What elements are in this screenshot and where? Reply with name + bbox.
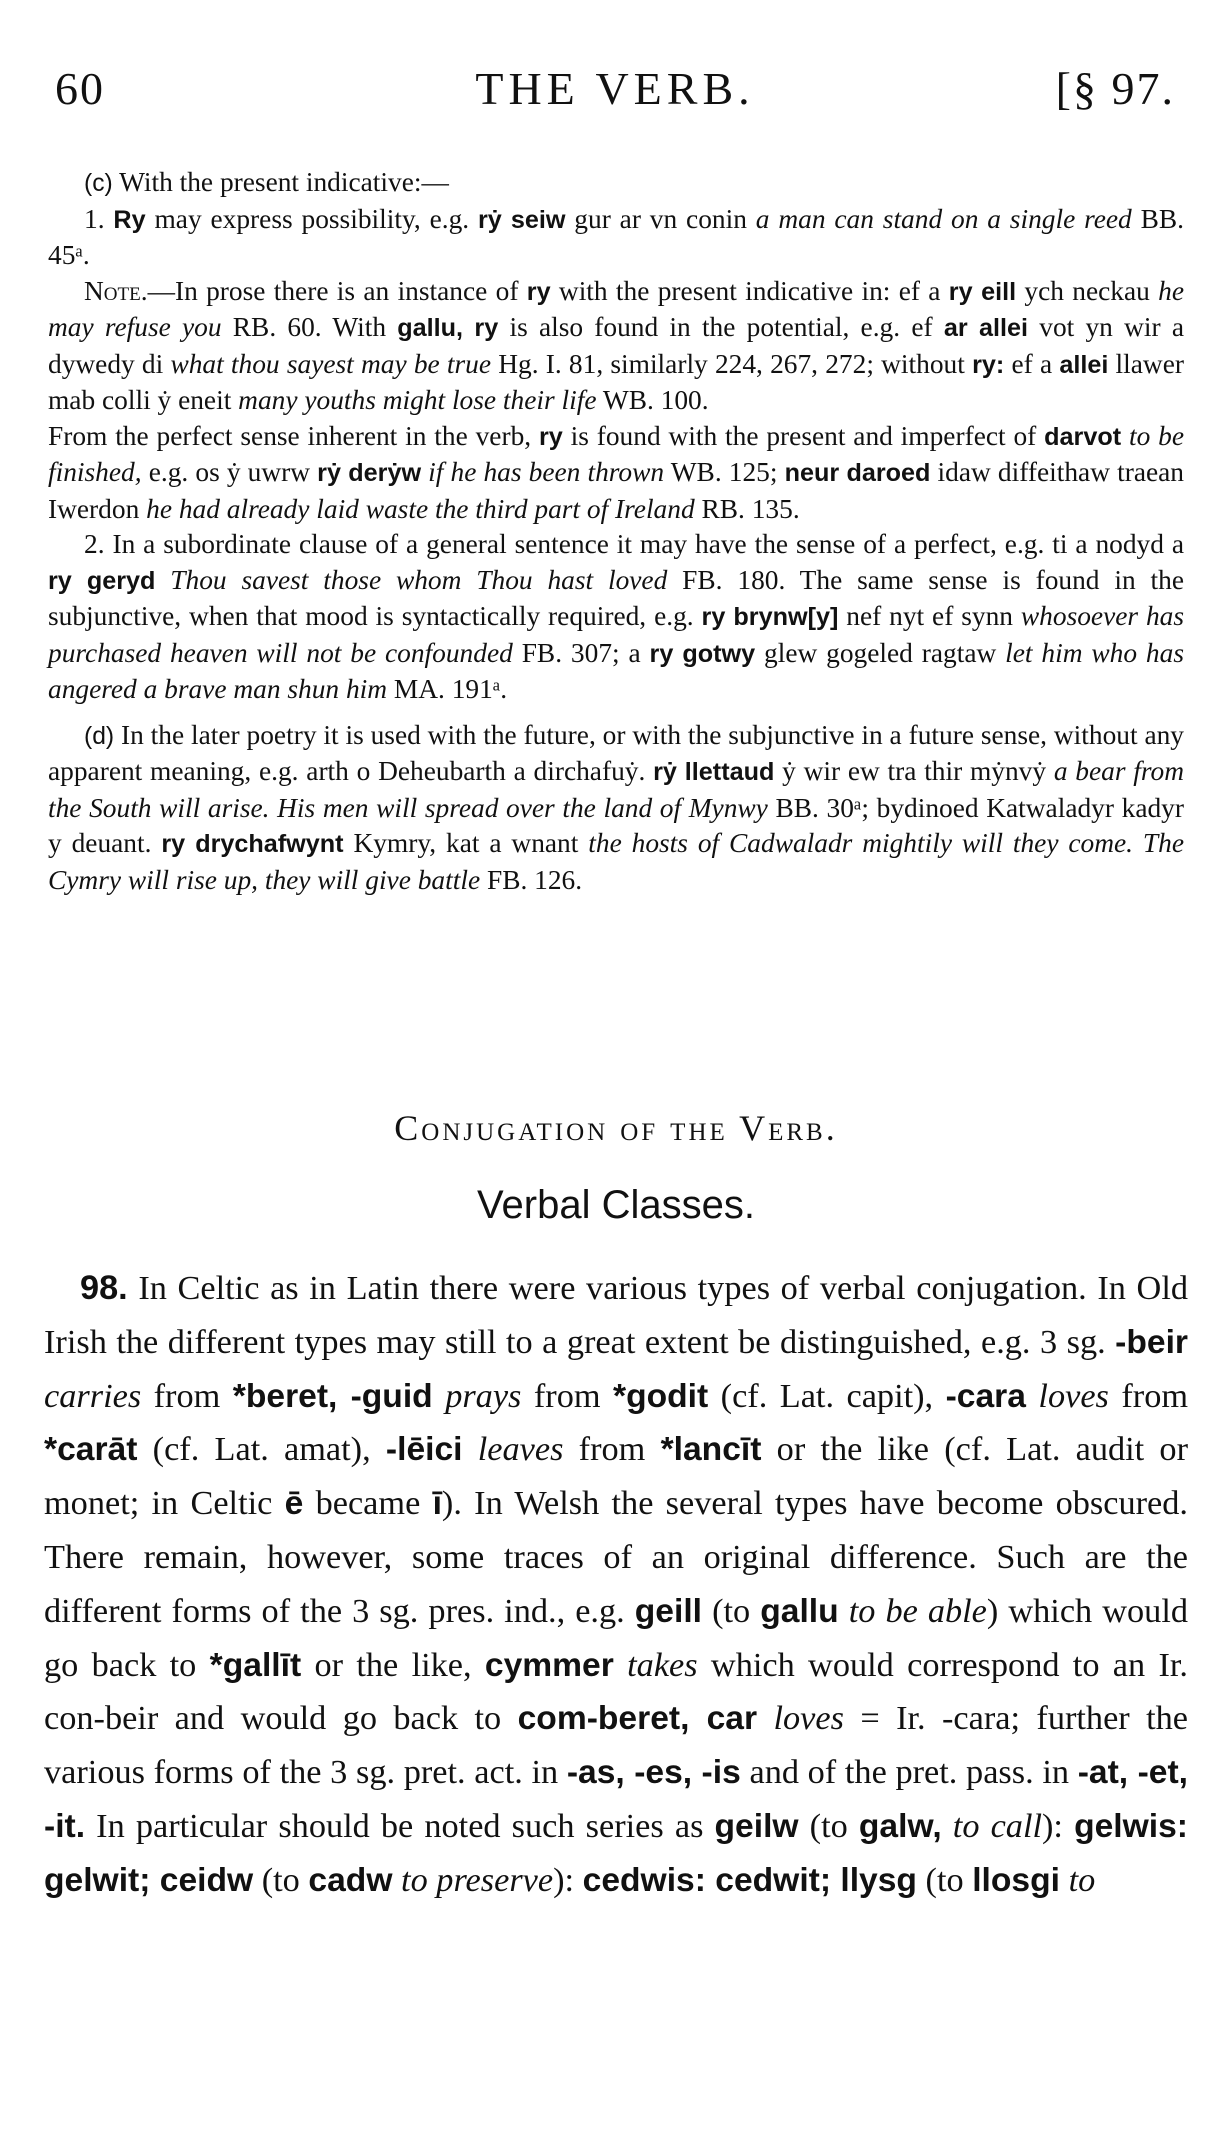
running-header <box>55 62 1175 132</box>
page-number: 60 <box>55 63 105 114</box>
paragraph-98: 98. In Celtic as in Latin there were various types of verbal conjugation. In Old Irish the different types may still to a great extent be distinguished, e.g. 3 sg. -beir carries from *beret, -guid prays from *godit (cf. Lat. capit), -cara loves from *carāt (cf. Lat. amat), -lēici leaves from *lancīt or the like (cf. Lat. audit or monet; in Celtic ē became ī). In Welsh the several types have become obscured. There remain, however, some traces of an original difference. Such are the different forms of the 3 sg. pres. ind., e.g. geill (to gallu to be able) which would go back to *gallīt or the like, cymmer takes which would correspond to an Ir. con-beir and would go back to com-beret, car loves = Ir. -cara; further the various forms of the 3 sg. pret. act. in -as, -es, -is and of the pret. pass. in -at, -et, -it. In particular should be noted such series as geilw (to galw, to call): gelwis: gelwit; ceidw (to cadw to preserve): cedwis: cedwit; llysg (to llosgi to <box>44 1269 1189 1899</box>
section-c-perfect-sense: From the perfect sense inherent in the verb, ry is found with the present and imperfect of darvot to be finished, e.g. os ẏ uwrw rẏ derẏw if he has been thrown WB. 125; neur daroed idaw diffeithaw traean Iwerdon he had already laid waste the third part of Ireland RB. 135. <box>48 420 1184 524</box>
section-c-d-text <box>48 165 1184 898</box>
section-c-note: Note.—In prose there is an instance of ry with the present indicative in: ef a ry eill ych neckau he may refuse you RB. 60. With gallu, ry is also found in the potential, e.g. ef ar allei vot yn wir a dywedy di what thou sayest may be true Hg. I. 81, similarly 224, 267, 272; without ry: ef a allei llawer mab colli ẏ eneit many youths might lose their life WB. 100. <box>48 275 1185 415</box>
section-c-intro: (c) With the present indicative:— <box>84 167 449 197</box>
paragraph-number: 98. <box>80 1269 128 1307</box>
section-reference: [§ 97. <box>1055 63 1175 114</box>
conjugation-heading: Conjugation of the Verb. <box>394 1108 838 1148</box>
section-d: (d) In the later poetry it is used with the future, or with the subjunctive in a future sense, without any apparent meaning, e.g. arth o Deheubarth a dirchafuẏ. rẏ llettaud ẏ wir ew tra thir mẏnvẏ a bear from the South will arise. His men will spread over the land of Mynwy BB. 30ᵃ; bydinoed Katwaladyr kadyr y deuant. ry drychafwynt Kymry, kat a wnant the hosts of Cadwaladr mightily will they come. The Cymry will rise up, they will give battle FB. 126. <box>48 719 1184 895</box>
section-c-item-1: 1. Ry may express possibility, e.g. rẏ seiw gur ar vn conin a man can stand on a single reed BB. 45ᵃ. <box>48 203 1184 270</box>
running-title: THE VERB. <box>475 63 755 114</box>
verbal-classes-heading: Verbal Classes. <box>477 1183 755 1227</box>
section-c-item-2: 2. In a subordinate clause of a general sentence it may have the sense of a perfect, e.g. ti a nodyd a ry geryd Thou savest those whom Thou hast loved FB. 180. The same sense is found in the subjunctive, when that mood is syntactically required, e.g. ry brynw[y] nef nyt ef synn whosoever has purchased heaven will not be confounded FB. 307; a ry gotwy glew gogeled ragtaw let him who has angered a brave man shun him MA. 191ᵃ. <box>48 529 1185 704</box>
